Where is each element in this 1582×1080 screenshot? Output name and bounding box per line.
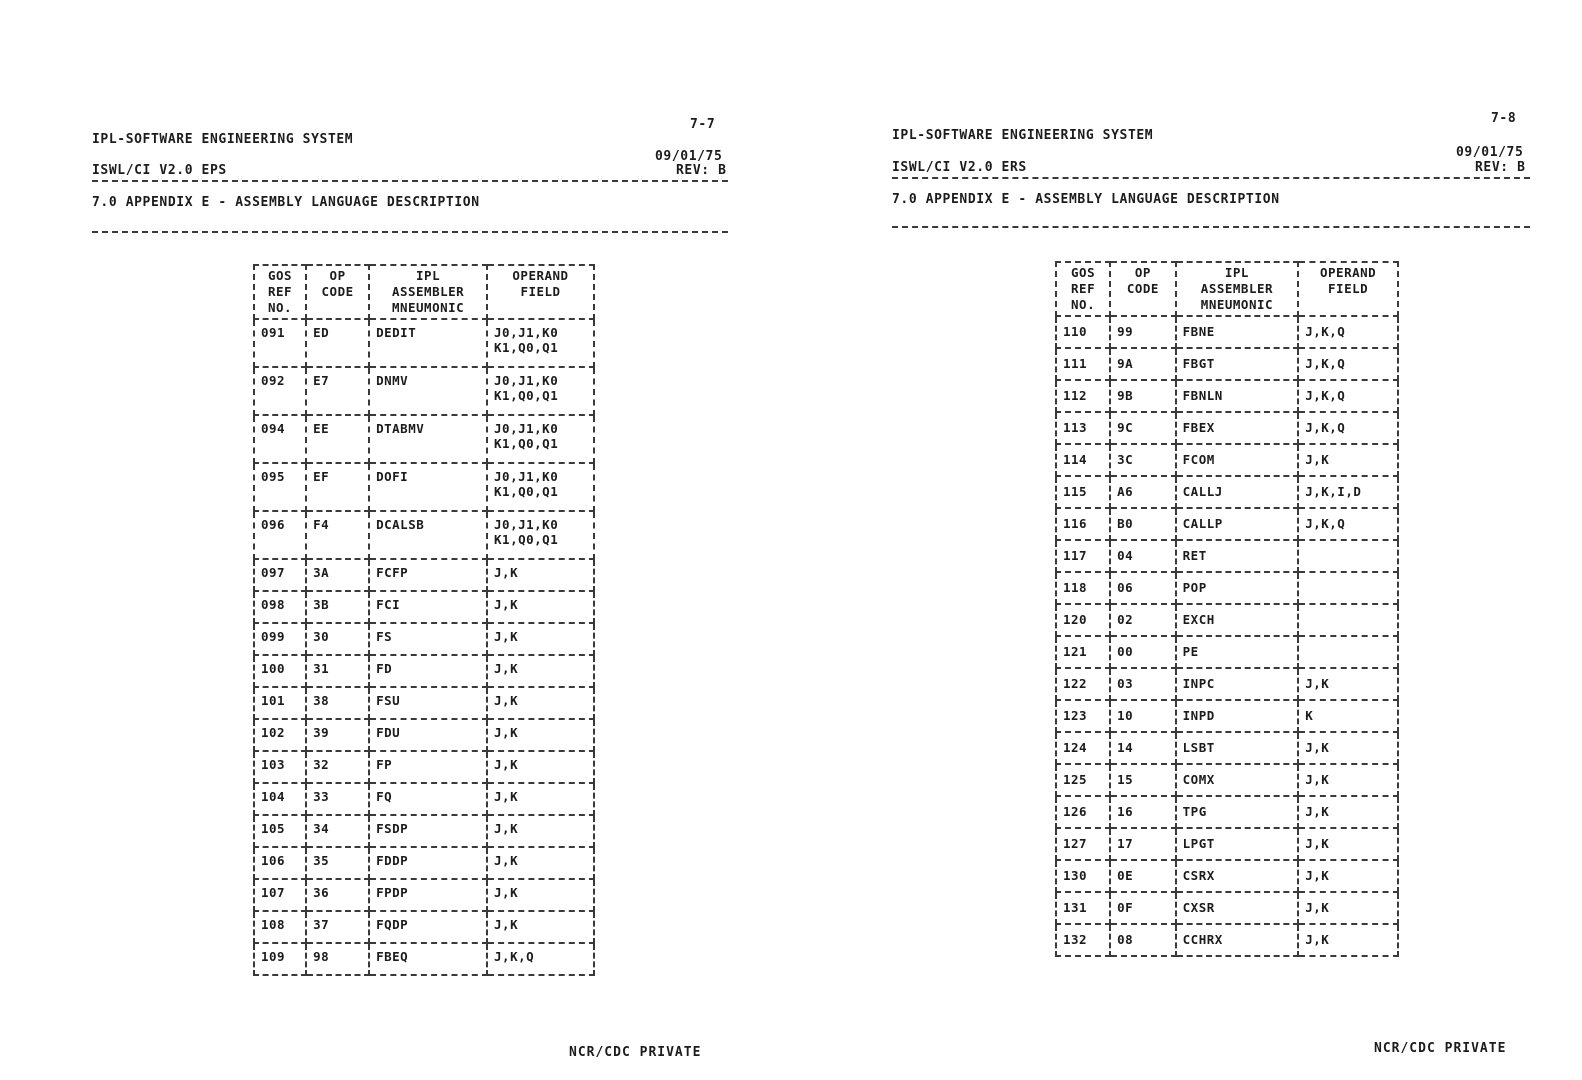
ref-cell: 120 — [1056, 604, 1110, 636]
column-header-mnemonic: IPL ASSEMBLER MNEUMONIC — [1176, 262, 1299, 316]
header-rule — [92, 180, 728, 182]
opcode-cell: 02 — [1110, 604, 1176, 636]
operand-cell — [1298, 668, 1398, 700]
table-row — [254, 879, 594, 911]
operand-cell — [487, 319, 594, 367]
operand-line: J,K — [494, 565, 519, 580]
operand-line: K1,Q0,Q1 — [494, 484, 559, 499]
opcode-cell: 06 — [1110, 572, 1176, 604]
operand-line: J,K — [494, 757, 519, 772]
operand-cell — [487, 623, 594, 655]
table-header-row — [1056, 262, 1398, 316]
document-subtitle: ISWL/CI V2.0 EPS — [92, 163, 227, 178]
table-row — [254, 463, 594, 511]
mnemonic-cell: FDU — [369, 719, 487, 751]
table-row — [1056, 636, 1398, 668]
ref-cell: 130 — [1056, 860, 1110, 892]
mnemonic-cell: DTABMV — [369, 415, 487, 463]
ref-cell: 094 — [254, 415, 306, 463]
mnemonic-cell: CCHRX — [1176, 924, 1299, 956]
operand-cell — [1298, 636, 1398, 668]
operand-cell — [1298, 476, 1398, 508]
opcode-cell: 00 — [1110, 636, 1176, 668]
table-row — [1056, 732, 1398, 764]
operand-cell — [487, 655, 594, 687]
operand-cell — [1298, 892, 1398, 924]
operand-line: K1,Q0,Q1 — [494, 388, 559, 403]
ref-cell: 116 — [1056, 508, 1110, 540]
operand-cell — [487, 415, 594, 463]
page-footer: NCR/CDC PRIVATE — [569, 1045, 702, 1060]
table-row — [1056, 412, 1398, 444]
operand-cell — [487, 943, 594, 975]
mnemonic-cell: FD — [369, 655, 487, 687]
ref-cell: 109 — [254, 943, 306, 975]
opcode-cell: 31 — [306, 655, 369, 687]
operand-line: J,K — [494, 597, 519, 612]
table-row — [1056, 476, 1398, 508]
opcode-cell: 32 — [306, 751, 369, 783]
operand-cell — [1298, 444, 1398, 476]
ref-cell: 126 — [1056, 796, 1110, 828]
ref-cell: 092 — [254, 367, 306, 415]
table-row — [1056, 700, 1398, 732]
mnemonic-cell: FS — [369, 623, 487, 655]
operand-line: J,K,Q — [1305, 516, 1346, 531]
opcode-cell: 17 — [1110, 828, 1176, 860]
opcode-cell: 9B — [1110, 380, 1176, 412]
ref-cell: 131 — [1056, 892, 1110, 924]
opcode-table — [253, 264, 595, 976]
operand-line: J,K — [1305, 932, 1330, 947]
operand-cell — [1298, 796, 1398, 828]
ref-cell: 104 — [254, 783, 306, 815]
operand-line: J,K — [1305, 804, 1330, 819]
opcode-cell: E7 — [306, 367, 369, 415]
mnemonic-cell: FCOM — [1176, 444, 1299, 476]
operand-line: J,K,Q — [1305, 388, 1346, 403]
opcode-cell: 38 — [306, 687, 369, 719]
operand-cell — [1298, 380, 1398, 412]
opcode-cell: F4 — [306, 511, 369, 559]
operand-cell — [487, 591, 594, 623]
mnemonic-cell: FBEX — [1176, 412, 1299, 444]
ref-cell: 095 — [254, 463, 306, 511]
operand-line: J,K,I,D — [1305, 484, 1362, 499]
operand-line: K — [1305, 708, 1314, 723]
mnemonic-cell: FBNLN — [1176, 380, 1299, 412]
table-row — [254, 687, 594, 719]
ref-cell: 117 — [1056, 540, 1110, 572]
operand-line: J,K — [494, 725, 519, 740]
table-row — [254, 719, 594, 751]
operand-cell — [487, 847, 594, 879]
opcode-cell: 16 — [1110, 796, 1176, 828]
table-row — [254, 751, 594, 783]
mnemonic-cell: LPGT — [1176, 828, 1299, 860]
mnemonic-cell: FCI — [369, 591, 487, 623]
opcode-cell: 08 — [1110, 924, 1176, 956]
table-row — [254, 591, 594, 623]
operand-line: J,K,Q — [494, 949, 535, 964]
ref-cell: 124 — [1056, 732, 1110, 764]
operand-cell — [1298, 828, 1398, 860]
table-row — [1056, 828, 1398, 860]
table-row — [1056, 540, 1398, 572]
table-row — [1056, 668, 1398, 700]
table-row — [254, 655, 594, 687]
operand-cell — [1298, 316, 1398, 348]
ref-cell: 112 — [1056, 380, 1110, 412]
ref-cell: 106 — [254, 847, 306, 879]
opcode-cell: 34 — [306, 815, 369, 847]
ref-cell: 132 — [1056, 924, 1110, 956]
mnemonic-cell: FDDP — [369, 847, 487, 879]
operand-cell — [1298, 412, 1398, 444]
operand-line: J,K — [494, 629, 519, 644]
operand-line: J,K — [494, 789, 519, 804]
revision-label: REV: B — [676, 163, 727, 178]
operand-cell — [487, 719, 594, 751]
operand-line: J,K — [494, 885, 519, 900]
operand-line: J,K — [1305, 740, 1330, 755]
ref-cell: 123 — [1056, 700, 1110, 732]
operand-line: J,K — [1305, 836, 1330, 851]
operand-line: J,K — [1305, 900, 1330, 915]
mnemonic-cell: INPC — [1176, 668, 1299, 700]
operand-line: J,K — [494, 693, 519, 708]
table-row — [254, 415, 594, 463]
column-header-mnemonic: IPL ASSEMBLER MNEUMONIC — [369, 265, 487, 319]
opcode-cell: 03 — [1110, 668, 1176, 700]
opcode-cell: A6 — [1110, 476, 1176, 508]
operand-cell — [1298, 540, 1398, 572]
operand-cell — [1298, 572, 1398, 604]
operand-cell — [1298, 348, 1398, 380]
operand-cell — [487, 815, 594, 847]
table-row — [254, 367, 594, 415]
table-row — [254, 911, 594, 943]
table-row — [1056, 380, 1398, 412]
ref-cell: 101 — [254, 687, 306, 719]
ref-cell: 102 — [254, 719, 306, 751]
mnemonic-cell: FBGT — [1176, 348, 1299, 380]
operand-line: J,K — [494, 661, 519, 676]
column-header-operand: OPERAND FIELD — [487, 265, 594, 319]
table-row — [254, 783, 594, 815]
opcode-cell: 3A — [306, 559, 369, 591]
mnemonic-cell: FSDP — [369, 815, 487, 847]
mnemonic-cell: FCFP — [369, 559, 487, 591]
operand-cell — [487, 367, 594, 415]
mnemonic-cell: CALLJ — [1176, 476, 1299, 508]
opcode-cell: 04 — [1110, 540, 1176, 572]
opcode-cell: 98 — [306, 943, 369, 975]
operand-line: J0,J1,K0 — [494, 373, 559, 388]
mnemonic-cell: CXSR — [1176, 892, 1299, 924]
ref-cell: 122 — [1056, 668, 1110, 700]
operand-line: J,K,Q — [1305, 420, 1346, 435]
table-row — [254, 943, 594, 975]
operand-line: J0,J1,K0 — [494, 325, 559, 340]
opcode-cell: 33 — [306, 783, 369, 815]
operand-cell — [487, 511, 594, 559]
table-row — [1056, 316, 1398, 348]
mnemonic-cell: DNMV — [369, 367, 487, 415]
mnemonic-cell: FP — [369, 751, 487, 783]
opcode-cell: 3C — [1110, 444, 1176, 476]
ref-cell: 118 — [1056, 572, 1110, 604]
mnemonic-cell: RET — [1176, 540, 1299, 572]
opcode-cell: 39 — [306, 719, 369, 751]
table-row — [1056, 924, 1398, 956]
section-title: 7.0 APPENDIX E - ASSEMBLY LANGUAGE DESCRIPTION — [92, 195, 480, 210]
table-row — [1056, 764, 1398, 796]
mnemonic-cell: CALLP — [1176, 508, 1299, 540]
opcode-cell: 10 — [1110, 700, 1176, 732]
operand-cell — [487, 687, 594, 719]
opcode-cell: EE — [306, 415, 369, 463]
table-row — [1056, 796, 1398, 828]
mnemonic-cell: EXCH — [1176, 604, 1299, 636]
table-row — [1056, 860, 1398, 892]
operand-line: J,K — [494, 821, 519, 836]
mnemonic-cell: TPG — [1176, 796, 1299, 828]
document-date: 09/01/75 — [1456, 145, 1524, 160]
mnemonic-cell: POP — [1176, 572, 1299, 604]
operand-cell — [1298, 604, 1398, 636]
opcode-table — [1055, 261, 1399, 957]
operand-line: J,K — [1305, 772, 1330, 787]
operand-cell — [487, 751, 594, 783]
ref-cell: 113 — [1056, 412, 1110, 444]
ref-cell: 103 — [254, 751, 306, 783]
operand-line: K1,Q0,Q1 — [494, 340, 559, 355]
operand-line: K1,Q0,Q1 — [494, 532, 559, 547]
opcode-cell: 0E — [1110, 860, 1176, 892]
operand-line: J0,J1,K0 — [494, 421, 559, 436]
operand-cell — [1298, 764, 1398, 796]
document-subtitle: ISWL/CI V2.0 ERS — [892, 160, 1027, 175]
ref-cell: 110 — [1056, 316, 1110, 348]
ref-cell: 098 — [254, 591, 306, 623]
ref-cell: 108 — [254, 911, 306, 943]
operand-line: J0,J1,K0 — [494, 517, 559, 532]
operand-cell — [487, 879, 594, 911]
ref-cell: 100 — [254, 655, 306, 687]
operand-cell — [1298, 860, 1398, 892]
ref-cell: 096 — [254, 511, 306, 559]
column-header-gos-ref: GOS REF NO. — [254, 265, 306, 319]
document-header-title: IPL-SOFTWARE ENGINEERING SYSTEM — [92, 132, 354, 147]
mnemonic-cell: DOFI — [369, 463, 487, 511]
ref-cell: 127 — [1056, 828, 1110, 860]
mnemonic-cell: DCALSB — [369, 511, 487, 559]
operand-line: J,K — [494, 853, 519, 868]
operand-cell — [487, 559, 594, 591]
opcode-cell: 9C — [1110, 412, 1176, 444]
table-row — [1056, 444, 1398, 476]
mnemonic-cell: LSBT — [1176, 732, 1299, 764]
ref-cell: 099 — [254, 623, 306, 655]
ref-cell: 125 — [1056, 764, 1110, 796]
section-rule — [892, 226, 1530, 228]
table-row — [254, 623, 594, 655]
table-row — [1056, 572, 1398, 604]
operand-line: J0,J1,K0 — [494, 469, 559, 484]
mnemonic-cell: FPDP — [369, 879, 487, 911]
operand-cell — [487, 783, 594, 815]
opcode-cell: 37 — [306, 911, 369, 943]
table-row — [254, 847, 594, 879]
column-header-op-code: OP CODE — [306, 265, 369, 319]
ref-cell: 091 — [254, 319, 306, 367]
table-row — [1056, 508, 1398, 540]
column-header-gos-ref: GOS REF NO. — [1056, 262, 1110, 316]
ref-cell: 121 — [1056, 636, 1110, 668]
page-number: 7-8 — [1491, 111, 1517, 126]
opcode-cell: 14 — [1110, 732, 1176, 764]
revision-label: REV: B — [1475, 160, 1526, 175]
opcode-cell: 99 — [1110, 316, 1176, 348]
operand-cell — [487, 463, 594, 511]
table-header-row — [254, 265, 594, 319]
operand-line: J,K — [1305, 868, 1330, 883]
column-header-operand: OPERAND FIELD — [1298, 262, 1398, 316]
ref-cell: 114 — [1056, 444, 1110, 476]
opcode-cell: B0 — [1110, 508, 1176, 540]
mnemonic-cell: PE — [1176, 636, 1299, 668]
operand-line: J,K — [1305, 676, 1330, 691]
mnemonic-cell: CSRX — [1176, 860, 1299, 892]
opcode-cell: 0F — [1110, 892, 1176, 924]
ref-cell: 105 — [254, 815, 306, 847]
mnemonic-cell: COMX — [1176, 764, 1299, 796]
table-row — [254, 559, 594, 591]
page-footer: NCR/CDC PRIVATE — [1374, 1041, 1507, 1056]
operand-line: J,K — [1305, 452, 1330, 467]
table-row — [1056, 348, 1398, 380]
mnemonic-cell: INPD — [1176, 700, 1299, 732]
opcode-cell: 15 — [1110, 764, 1176, 796]
section-rule — [92, 231, 728, 233]
table-row — [254, 319, 594, 367]
operand-line: J,K,Q — [1305, 356, 1346, 371]
table-row — [254, 511, 594, 559]
opcode-cell: 9A — [1110, 348, 1176, 380]
header-rule — [892, 177, 1530, 179]
ref-cell: 115 — [1056, 476, 1110, 508]
opcode-cell: EF — [306, 463, 369, 511]
opcode-cell: 3B — [306, 591, 369, 623]
opcode-cell: 36 — [306, 879, 369, 911]
page-number: 7-7 — [690, 117, 716, 132]
operand-line: K1,Q0,Q1 — [494, 436, 559, 451]
operand-cell — [1298, 700, 1398, 732]
mnemonic-cell: DEDIT — [369, 319, 487, 367]
mnemonic-cell: FQ — [369, 783, 487, 815]
mnemonic-cell: FSU — [369, 687, 487, 719]
ref-cell: 111 — [1056, 348, 1110, 380]
opcode-cell: 35 — [306, 847, 369, 879]
operand-cell — [1298, 732, 1398, 764]
ref-cell: 107 — [254, 879, 306, 911]
table-row — [254, 815, 594, 847]
column-header-op-code: OP CODE — [1110, 262, 1176, 316]
right-page — [791, 0, 1582, 1080]
operand-cell — [1298, 924, 1398, 956]
mnemonic-cell: FBEQ — [369, 943, 487, 975]
operand-line: J,K,Q — [1305, 324, 1346, 339]
document-date: 09/01/75 — [655, 149, 723, 164]
operand-line: J,K — [494, 917, 519, 932]
opcode-cell: ED — [306, 319, 369, 367]
opcode-cell: 30 — [306, 623, 369, 655]
document-header-title: IPL-SOFTWARE ENGINEERING SYSTEM — [892, 128, 1154, 143]
ref-cell: 097 — [254, 559, 306, 591]
operand-cell — [487, 911, 594, 943]
section-title: 7.0 APPENDIX E - ASSEMBLY LANGUAGE DESCRIPTION — [892, 192, 1280, 207]
table-row — [1056, 892, 1398, 924]
operand-cell — [1298, 508, 1398, 540]
mnemonic-cell: FQDP — [369, 911, 487, 943]
table-row — [1056, 604, 1398, 636]
mnemonic-cell: FBNE — [1176, 316, 1299, 348]
